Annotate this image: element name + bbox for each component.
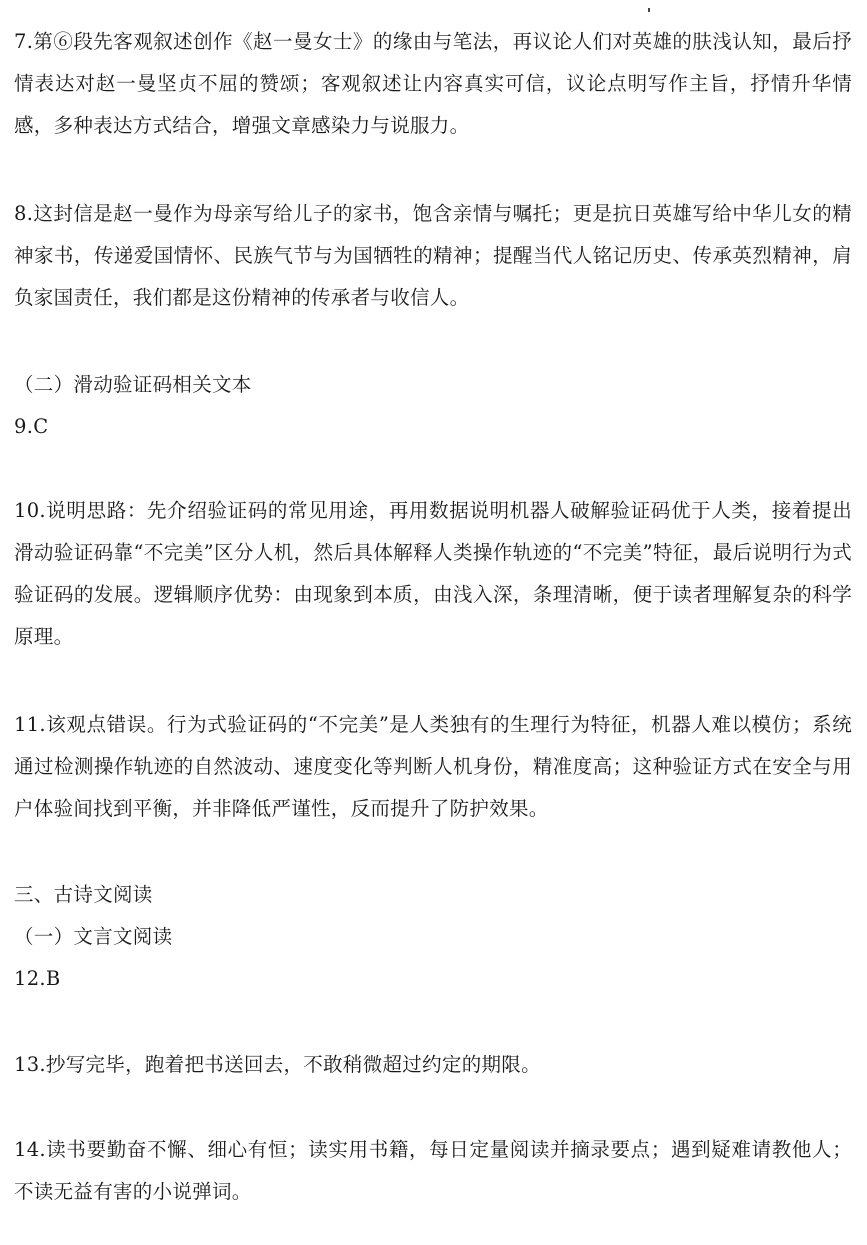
- part-3-sub-title: （一）文言文阅读: [14, 925, 173, 948]
- answer-q14: 14.读书要勤奋不懈、细心有恒；读实用书籍，每日定量阅读并摘录要点；遇到疑难请教他人；不读无益有害的小说弹词。: [14, 1138, 852, 1203]
- answer-q8: 8.这封信是赵一曼作为母亲写给儿子的家书，饱含亲情与嘱托；更是抗日英雄写给中华儿女的精神家书，传递爱国情怀、民族气节与为国牺牲的精神；提醒当代人铭记历史、传承英烈精神，肩负家国责任，我们都是这份精神的传承者与收信人。: [14, 202, 852, 309]
- part-3-title: 三、古诗文阅读: [14, 883, 153, 906]
- answer-q10: 10.说明思路：先介绍验证码的常见用途，再用数据说明机器人破解验证码优于人类，接着提出滑动验证码靠“不完美”区分人机，然后具体解释人类操作轨迹的“不完美”特征，最后说明行为式验证码的发展。逻辑顺序优势：由现象到本质，由浅入深，条理清晰，便于读者理解复杂的科学原理。: [14, 499, 852, 648]
- answer-q7: 7.第⑥段先客观叙述创作《赵一曼女士》的缘由与笔法，再议论人们对英雄的肤浅认知，最后抒情表达对赵一曼坚贞不屈的赞颂；客观叙述让内容真实可信，议论点明写作主旨，抒情升华情感，多种表达方式结合，增强文章感染力与说服力。: [14, 30, 852, 137]
- section-2-title: （二）滑动验证码相关文本: [14, 373, 252, 396]
- answer-q12: 12.B: [14, 967, 61, 990]
- answer-q11: 11.该观点错误。行为式验证码的“不完美”是人类独有的生理行为特征，机器人难以模仿；系统通过检测操作轨迹的自然波动、速度变化等判断人机身份，精准度高；这种验证方式在安全与用户体验间找到平衡，并非降低严谨性，反而提升了防护效果。: [14, 713, 852, 820]
- answer-q9: 9.C: [14, 415, 49, 438]
- answer-q13: 13.抄写完毕，跑着把书送回去，不敢稍微超过约定的期限。: [14, 1053, 541, 1076]
- scan-mark: [648, 8, 650, 12]
